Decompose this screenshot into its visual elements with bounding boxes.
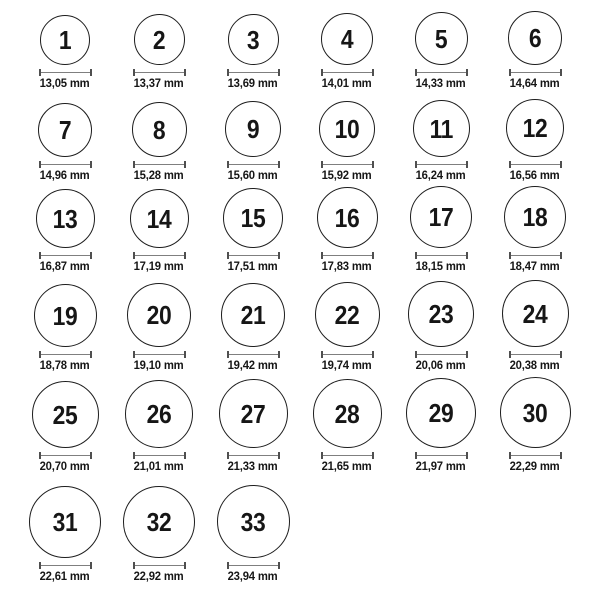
ring-size-cell bbox=[18, 185, 112, 276]
diameter-measure-line bbox=[415, 69, 468, 76]
size-row-6 bbox=[18, 476, 582, 586]
ring-circle bbox=[221, 283, 285, 347]
ring-size-number: 29 bbox=[428, 398, 454, 428]
ring-circle bbox=[38, 103, 92, 157]
diameter-measure-line bbox=[227, 161, 280, 168]
diameter-label: 14,01 mm bbox=[322, 76, 372, 90]
ring-size-cell bbox=[206, 185, 300, 276]
ring-size-number: 18 bbox=[522, 202, 548, 232]
ring-size-number: 24 bbox=[522, 298, 548, 329]
diameter-measure-line bbox=[39, 252, 92, 259]
ring-circle bbox=[504, 186, 566, 248]
size-row-5 bbox=[18, 375, 582, 476]
diameter-measure-line bbox=[133, 562, 186, 569]
diameter-measure-line bbox=[321, 161, 374, 168]
diameter-measure-line bbox=[509, 69, 562, 76]
diameter-label: 14,33 mm bbox=[416, 76, 466, 90]
ring-size-cell bbox=[488, 93, 582, 185]
diameter-label: 20,38 mm bbox=[510, 358, 560, 372]
diameter-label: 22,92 mm bbox=[134, 569, 184, 583]
diameter-measure-line bbox=[227, 351, 280, 358]
ring-size-number: 23 bbox=[428, 299, 454, 329]
diameter-label: 16,56 mm bbox=[510, 168, 560, 182]
ring-size-number: 20 bbox=[146, 300, 172, 330]
ring-circle bbox=[127, 283, 191, 347]
diameter-measure-line bbox=[227, 562, 280, 569]
ring-size-number: 32 bbox=[146, 507, 172, 537]
ring-size-cell bbox=[112, 0, 206, 93]
ring-size-number: 6 bbox=[528, 23, 542, 53]
ring-size-number: 17 bbox=[428, 202, 454, 232]
size-row-1 bbox=[18, 0, 582, 93]
ring-circle bbox=[415, 12, 468, 65]
ring-circle bbox=[502, 280, 569, 347]
diameter-label: 18,15 mm bbox=[416, 259, 466, 273]
diameter-measure-line bbox=[509, 161, 562, 168]
ring-circle bbox=[225, 101, 281, 157]
ring-size-cell bbox=[112, 185, 206, 276]
diameter-label: 18,47 mm bbox=[510, 259, 560, 273]
diameter-measure-line bbox=[39, 452, 92, 459]
ring-circle bbox=[508, 11, 562, 65]
diameter-measure-line bbox=[509, 252, 562, 259]
diameter-measure-line bbox=[133, 69, 186, 76]
diameter-measure-line bbox=[39, 69, 92, 76]
ring-size-cell bbox=[394, 185, 488, 276]
ring-size-number: 11 bbox=[429, 113, 453, 144]
ring-circle bbox=[123, 486, 195, 558]
diameter-measure-line bbox=[227, 452, 280, 459]
ring-size-cell bbox=[18, 476, 112, 586]
ring-size-cell bbox=[18, 93, 112, 185]
diameter-label: 23,94 mm bbox=[228, 569, 278, 583]
diameter-measure-line bbox=[509, 351, 562, 358]
diameter-label: 17,19 mm bbox=[134, 259, 184, 273]
ring-size-cell bbox=[206, 476, 300, 586]
ring-size-cell bbox=[112, 375, 206, 476]
diameter-measure-line bbox=[415, 161, 468, 168]
ring-size-cell bbox=[488, 375, 582, 476]
diameter-label: 13,69 mm bbox=[228, 76, 278, 90]
diameter-measure-line bbox=[415, 452, 468, 459]
ring-size-cell bbox=[394, 276, 488, 375]
diameter-label: 15,92 mm bbox=[322, 168, 372, 182]
ring-size-number: 19 bbox=[52, 300, 78, 331]
ring-circle bbox=[228, 14, 279, 65]
diameter-measure-line bbox=[509, 452, 562, 459]
ring-size-number: 3 bbox=[246, 24, 260, 55]
diameter-label: 14,64 mm bbox=[510, 76, 560, 90]
diameter-measure-line bbox=[133, 252, 186, 259]
ring-size-number: 28 bbox=[334, 398, 360, 429]
diameter-label: 21,65 mm bbox=[322, 459, 372, 473]
diameter-measure-line bbox=[321, 252, 374, 259]
ring-circle bbox=[500, 377, 571, 448]
ring-size-cell bbox=[18, 0, 112, 93]
ring-size-cell bbox=[300, 276, 394, 375]
diameter-label: 20,06 mm bbox=[416, 358, 466, 372]
ring-circle bbox=[321, 13, 373, 65]
ring-size-cell bbox=[394, 93, 488, 185]
ring-size-number: 26 bbox=[146, 399, 172, 429]
ring-size-number: 21 bbox=[240, 300, 266, 330]
ring-circle bbox=[36, 189, 95, 248]
ring-size-number: 22 bbox=[334, 299, 360, 330]
ring-circle bbox=[130, 189, 189, 248]
diameter-label: 22,29 mm bbox=[510, 459, 560, 473]
ring-circle bbox=[413, 100, 470, 157]
diameter-measure-line bbox=[321, 69, 374, 76]
ring-circle bbox=[125, 380, 193, 448]
diameter-measure-line bbox=[227, 252, 280, 259]
ring-size-number: 15 bbox=[240, 203, 266, 233]
ring-size-number: 4 bbox=[340, 24, 354, 54]
ring-size-cell bbox=[300, 185, 394, 276]
diameter-label: 22,61 mm bbox=[40, 569, 90, 583]
ring-size-cell bbox=[112, 476, 206, 586]
diameter-label: 19,74 mm bbox=[322, 358, 372, 372]
diameter-measure-line bbox=[133, 351, 186, 358]
diameter-measure-line bbox=[415, 351, 468, 358]
diameter-label: 14,96 mm bbox=[40, 168, 90, 182]
ring-size-number: 9 bbox=[246, 114, 260, 144]
ring-size-number: 30 bbox=[522, 397, 548, 428]
ring-size-number: 5 bbox=[434, 23, 448, 54]
ring-size-cell bbox=[112, 93, 206, 185]
diameter-label: 21,01 mm bbox=[134, 459, 184, 473]
diameter-label: 19,10 mm bbox=[134, 358, 184, 372]
diameter-label: 19,42 mm bbox=[228, 358, 278, 372]
ring-circle bbox=[32, 381, 99, 448]
ring-size-cell bbox=[206, 375, 300, 476]
ring-size-number: 1 bbox=[58, 25, 72, 55]
ring-circle bbox=[132, 102, 187, 157]
ring-circle bbox=[406, 378, 476, 448]
ring-circle bbox=[315, 282, 380, 347]
diameter-measure-line bbox=[39, 161, 92, 168]
ring-circle bbox=[40, 15, 90, 65]
ring-circle bbox=[134, 14, 185, 65]
diameter-measure-line bbox=[133, 452, 186, 459]
ring-circle bbox=[223, 188, 283, 248]
ring-circle bbox=[217, 485, 290, 558]
ring-size-number: 8 bbox=[152, 114, 166, 145]
size-row-3 bbox=[18, 185, 582, 276]
ring-circle bbox=[410, 186, 472, 248]
ring-size-number: 13 bbox=[52, 203, 78, 234]
diameter-label: 13,37 mm bbox=[134, 76, 184, 90]
ring-size-cell bbox=[18, 375, 112, 476]
ring-size-cell bbox=[206, 93, 300, 185]
diameter-label: 21,97 mm bbox=[416, 459, 466, 473]
ring-size-cell bbox=[300, 93, 394, 185]
ring-size-cell bbox=[300, 0, 394, 93]
diameter-label: 15,28 mm bbox=[134, 168, 184, 182]
diameter-label: 20,70 mm bbox=[40, 459, 90, 473]
ring-size-number: 2 bbox=[152, 24, 166, 55]
ring-size-number: 33 bbox=[240, 506, 266, 537]
ring-size-cell bbox=[394, 375, 488, 476]
diameter-measure-line bbox=[321, 351, 374, 358]
size-row-2 bbox=[18, 93, 582, 185]
ring-size-cell bbox=[206, 276, 300, 375]
ring-size-cell bbox=[394, 0, 488, 93]
ring-size-cell bbox=[488, 276, 582, 375]
diameter-measure-line bbox=[39, 351, 92, 358]
size-row-4 bbox=[18, 276, 582, 375]
diameter-label: 17,51 mm bbox=[228, 259, 278, 273]
ring-size-cell bbox=[206, 0, 300, 93]
ring-size-number: 25 bbox=[52, 399, 78, 430]
ring-size-number: 7 bbox=[58, 115, 72, 145]
ring-circle bbox=[317, 187, 378, 248]
diameter-measure-line bbox=[39, 562, 92, 569]
ring-circle bbox=[219, 379, 288, 448]
ring-circle bbox=[29, 486, 101, 558]
ring-size-cell bbox=[300, 375, 394, 476]
ring-size-number: 31 bbox=[52, 507, 78, 537]
diameter-label: 15,60 mm bbox=[228, 168, 278, 182]
diameter-label: 16,87 mm bbox=[40, 259, 90, 273]
ring-circle bbox=[408, 281, 474, 347]
ring-circle bbox=[34, 284, 97, 347]
diameter-measure-line bbox=[227, 69, 280, 76]
ring-size-number: 27 bbox=[240, 398, 266, 429]
diameter-label: 17,83 mm bbox=[322, 259, 372, 273]
ring-size-number: 16 bbox=[334, 202, 360, 233]
ring-size-number: 10 bbox=[334, 114, 360, 144]
ring-circle bbox=[319, 101, 375, 157]
diameter-measure-line bbox=[321, 452, 374, 459]
ring-circle bbox=[313, 379, 382, 448]
ring-size-cell bbox=[488, 0, 582, 93]
diameter-measure-line bbox=[415, 252, 468, 259]
ring-size-cell bbox=[488, 185, 582, 276]
diameter-label: 21,33 mm bbox=[228, 459, 278, 473]
ring-size-number: 14 bbox=[146, 203, 172, 234]
diameter-label: 13,05 mm bbox=[40, 76, 90, 90]
ring-size-number: 12 bbox=[522, 113, 548, 143]
ring-circle bbox=[506, 99, 564, 157]
diameter-label: 18,78 mm bbox=[40, 358, 90, 372]
ring-size-cell bbox=[112, 276, 206, 375]
diameter-label: 16,24 mm bbox=[416, 168, 466, 182]
ring-size-cell bbox=[18, 276, 112, 375]
diameter-measure-line bbox=[133, 161, 186, 168]
